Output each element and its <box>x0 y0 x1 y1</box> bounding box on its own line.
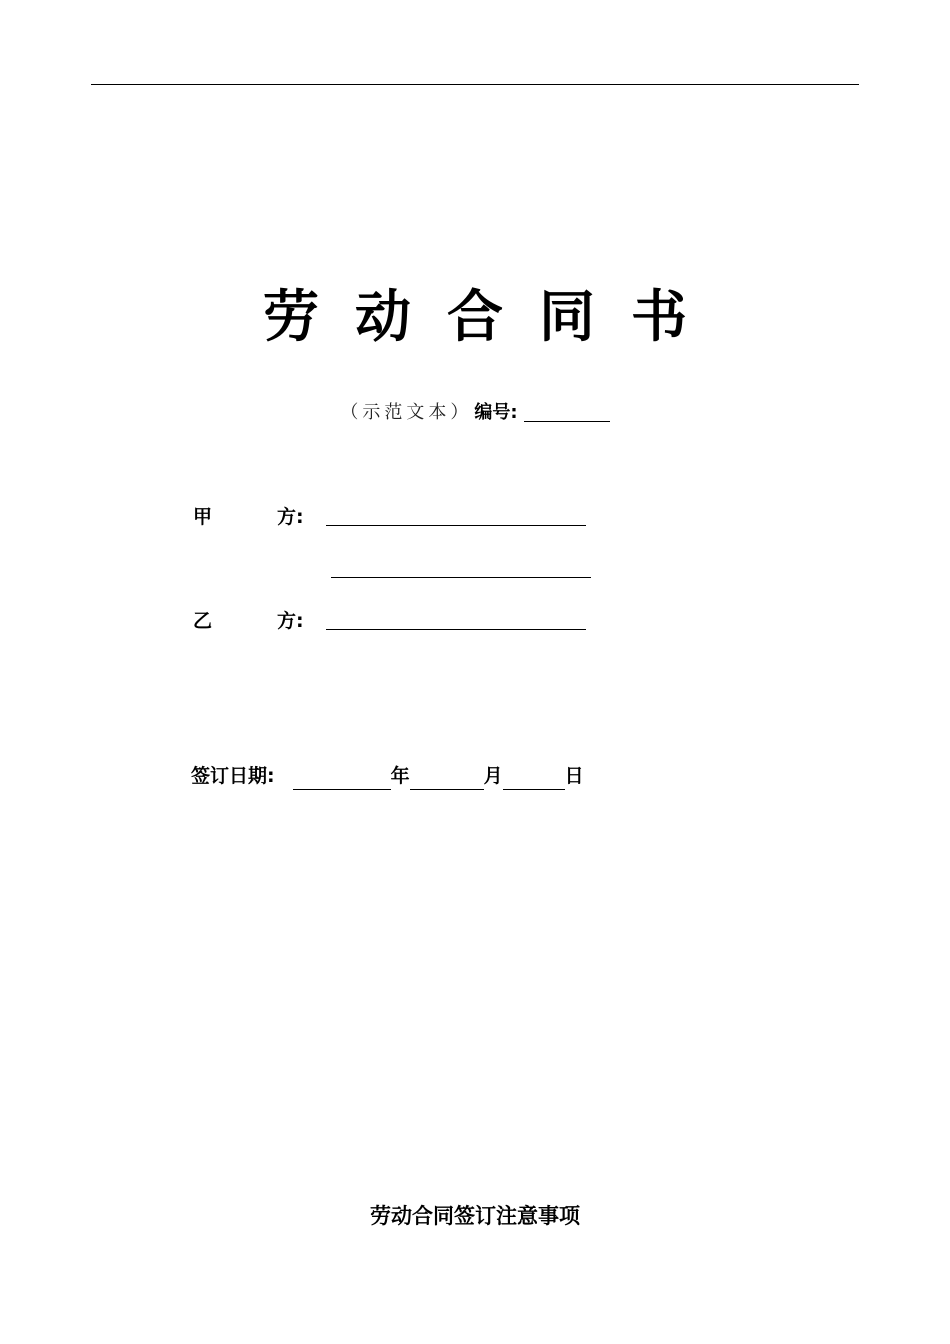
month-label: 月 <box>483 765 503 787</box>
party-a-label <box>193 503 333 531</box>
party-a-char1: 甲 <box>193 506 213 528</box>
party-a-address-field[interactable] <box>331 577 591 578</box>
document-title: 劳动合同书 <box>263 285 723 350</box>
sample-text-label: （示范文本） <box>340 402 473 423</box>
year-field[interactable] <box>293 767 391 790</box>
year-label: 年 <box>390 765 410 787</box>
party-b-label <box>193 607 333 635</box>
month-field[interactable] <box>410 767 484 790</box>
party-b-char1: 乙 <box>193 610 213 632</box>
signing-date-row <box>191 762 584 790</box>
header-rule <box>91 84 859 85</box>
notes-title: 劳动合同签订注意事项 <box>370 1204 580 1228</box>
contract-number-label: 编号: <box>474 402 518 423</box>
subtitle-row <box>0 398 950 428</box>
party-b-name-field[interactable] <box>326 629 586 630</box>
day-label: 日 <box>564 765 584 787</box>
party-a-char2: 方: <box>277 506 304 528</box>
contract-number-field[interactable] <box>524 403 610 422</box>
party-a-name-field[interactable] <box>326 525 586 526</box>
party-b-char2: 方: <box>277 610 304 632</box>
day-field[interactable] <box>503 767 565 790</box>
signing-date-label: 签订日期: <box>191 765 275 787</box>
